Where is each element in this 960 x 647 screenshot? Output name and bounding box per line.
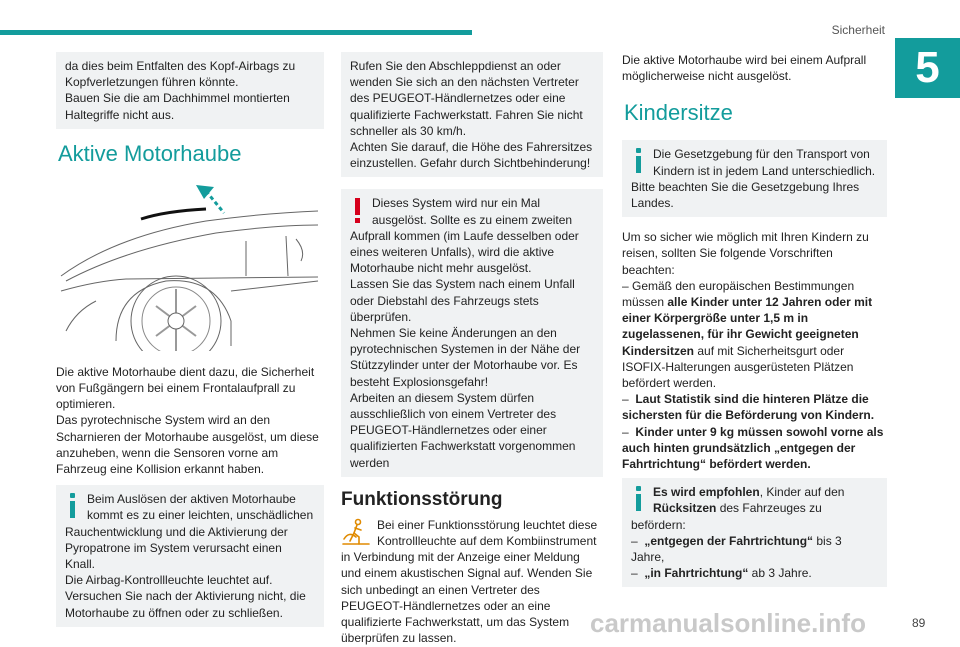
recommendation-line-1: – „entgegen der Fahrtrichtung“ bis 3 Jahre,	[631, 533, 842, 565]
rule-1-suffix: auf mit Sicherheitsgurt oder ISOFIX-Halterungen ausgerüsteten Plätzen befördert werden.	[622, 343, 854, 391]
active-bonnet-description: Die aktive Motorhaube dient dazu, die Sicherheit von Fußgängern bei einem Frontalaufprall zu optimieren. Das pyrotechnische System wird an den Scharnieren der Motorhaube ausgelöst, um diese anzuheben, wenn die Sensoren vorne am Fahrzeug eine Kollision erkannt haben.	[56, 364, 319, 477]
recommendation-line-2: – „in Fahrtrichtung“ ab 3 Jahre.	[631, 566, 812, 581]
towing-note-box	[341, 52, 603, 177]
forward-facing-label: „in Fahrtrichtung“	[644, 566, 749, 581]
recommendation-text	[631, 484, 878, 533]
column-3	[622, 52, 887, 599]
heading-active-bonnet: Aktive Motorhaube	[58, 140, 242, 166]
rule-3-bold: Kinder unter 9 kg müssen sowohl vorne als auch hinten grundsätzlich „entgegen der Fahrtrichtung“ befördert werden.	[622, 424, 884, 472]
chapter-tab: 5	[895, 38, 960, 98]
rule-2-bold: Laut Statistik sind die hinteren Plätze die sichersten für die Beförderung von Kindern.	[622, 392, 875, 423]
info-icon	[65, 491, 81, 519]
info-box-smoke-text: Beim Auslösen der aktiven Motorhaube kommt es zu einer leichten, unschädlichen Rauchentwicklung und die Aktivierung der Pyropatrone im System verursacht einen Knall. Die Airbag-Kontrollleuchte leuchtet auf. Versuchen Sie nach der Aktivierung nicht, die Motorhaube zu öffnen oder zu schließen.	[65, 492, 314, 620]
rule-1-prefix: – Gemäß den europäischen Bestimmungen müssen	[622, 278, 855, 310]
recommendation-end: des Fahrzeuges zu befördern:	[631, 501, 822, 532]
info-box-recommendation	[622, 478, 887, 587]
warning-box-text: Dieses System wird nur ein Mal ausgelöst. Sollte es zu einem zweiten Aufprall kommen (im Laufe desselben oder eines weiteren Unfalls), wird die aktive Motorhaube nicht mehr ausgelöst. Lassen Sie das System nach einem Unfall oder Diebstahl des Fahrzeugs stets überprüfen. Nehmen Sie keine Änderungen an den pyrotechnischen Systemen in der Nähe der Stützzylinder unter der Motorhaube vor. Es besteht Explosionsgefahr! Arbeiten an diesem System dürfen ausschließlich von einem Vertreter des PEUGEOT-Händlernetzes oder einer qualifizierten Fachwerkstatt vorgenommen werden	[350, 196, 581, 470]
child-safety-intro: Um so sicher wie möglich mit Ihren Kindern zu reisen, sollten Sie folgende Vorschriften beachten:	[622, 230, 869, 277]
recommendation-bold-2: Rücksitzen	[653, 501, 717, 516]
rule-1	[622, 278, 887, 391]
forward-facing-age: ab 3 Jahre.	[748, 566, 812, 581]
heading-malfunction: Funktionsstörung	[341, 488, 503, 510]
section-title: Sicherheit	[831, 23, 885, 37]
continued-note-box	[56, 52, 324, 129]
recommendation-mid: , Kinder auf den	[759, 485, 845, 500]
recommendation-bold-1: Es wird empfohlen	[653, 485, 760, 500]
malfunction-text: Bei einer Funktionsstörung leuchtet diese Kontrollleuchte auf dem Kombiinstrument in Verbindung mit der Anzeige einer Meldung und einem akustischen Signal auf. Wenden Sie sich unbedingt an einen Vertreter des PEUGEOT-Händlernetzes oder an eine qualifizierte Fachwerkstatt, um das System überprüfen zu lassen.	[341, 517, 598, 646]
warning-box	[341, 189, 603, 476]
watermark: carmanualsonline.info	[590, 608, 866, 638]
column-1	[56, 52, 324, 639]
rule-3: – Kinder unter 9 kg müssen sowohl vorne als auch hinten grundsätzlich „entgegen der Fahrtrichtung“ befördert werden.	[622, 424, 884, 472]
page-number: 89	[912, 616, 926, 630]
info-box-smoke	[56, 485, 324, 627]
active-bonnet-car-illustration	[56, 181, 324, 351]
continued-note-text: da dies beim Entfalten des Kopf-Airbags zu Kopfverletzungen führen könnte. Bauen Sie die am Dachhimmel montierten Haltegriffe nicht aus.	[65, 59, 296, 122]
rule-1-bold: alle Kinder unter 12 Jahren oder mit einer Körpergröße unter 1,5 m in zugelassenen, für ihr Gewicht geeigneten Kindersitzen	[622, 295, 873, 358]
info-icon	[631, 484, 647, 512]
info-box-legislation	[622, 140, 887, 217]
heading-child-seats: Kindersitze	[624, 100, 733, 126]
info-box-legislation-text: Die Gesetzgebung für den Transport von Kindern ist in jedem Land unterschiedlich. Bitte beachten Sie die Gesetzgebung Ihres Landes.	[631, 147, 876, 211]
rear-facing-label: „entgegen der Fahrtrichtung“	[644, 533, 814, 548]
bonnet-note-text: Die aktive Motorhaube wird bei einem Aufprall möglicherweise nicht ausgelöst.	[622, 53, 867, 84]
rule-2: – Laut Statistik sind die hinteren Plätze die sichersten für die Beförderung von Kindern.	[622, 392, 875, 423]
info-icon	[631, 146, 647, 174]
top-accent-bar	[0, 30, 472, 35]
column-2	[341, 52, 603, 647]
pedestrian-warning-lamp-icon	[341, 517, 371, 547]
rear-facing-age: bis 3 Jahre,	[631, 533, 842, 565]
malfunction-paragraph	[341, 517, 603, 647]
towing-note-text: Rufen Sie den Abschleppdienst an oder wenden Sie sich an den nächsten Vertreter des PEUGEOT-Händlernetzes oder eine qualifizierte Fachwerkstatt. Fahren Sie nicht schneller als 30 km/h. Achten Sie darauf, die Höhe des Fahrersitzes einzustellen. Gefahr durch Sichtbehinderung!	[350, 59, 593, 171]
warning-icon	[350, 195, 366, 223]
